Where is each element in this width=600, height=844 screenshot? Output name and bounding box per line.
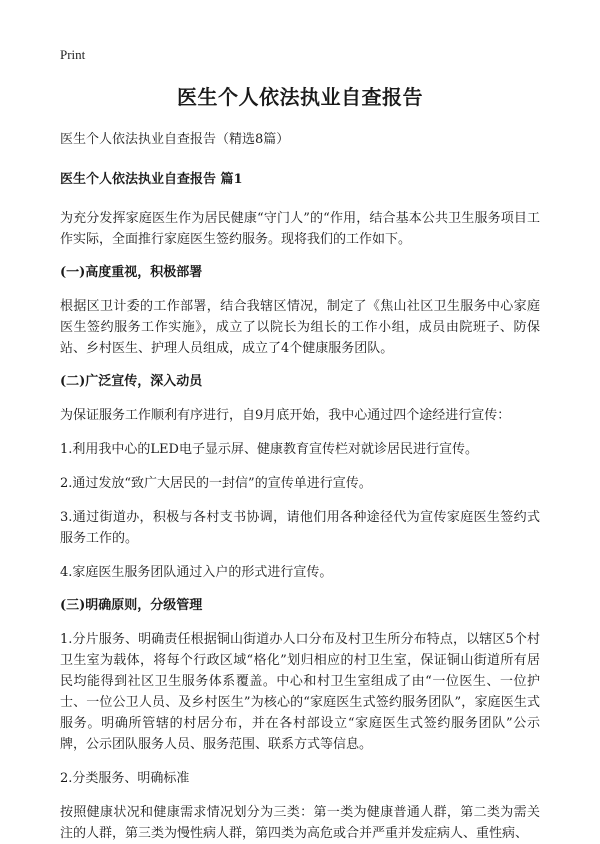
part3-subheading: 2.分类服务、明确标准 — [60, 771, 190, 786]
part2-item: 1.利用我中心的LED电子显示屏、健康教育宣传栏对就诊居民进行宣传。 — [60, 442, 478, 457]
part3-paragraph: 1.分片服务、明确责任根据铜山街道办人口分布及村卫生所分布特点，以辖区5个村卫生室为载体，将每个行政区域“格化”划归相应的村卫生室，保证铜山街道所有居民均能得到社区卫生服务体系覆盖。中心和村卫生室组成了由“一位医生、一位护士、一位公卫人员、及乡村医生”为核心的“家庭医生式签约服务团队”，家庭医生式服务。明确所管辖的村居分布，并在各村部设立“家庭医生式签约服务团队”公示牌，公示团队服务人员、服务范围、联系方式等信息。 — [60, 632, 540, 752]
section-title: 医生个人依法执业自查报告 篇1 — [60, 172, 243, 187]
part2-intro: 为保证服务工作顺利有序进行，自9月底开始，我中心通过四个途经进行宣传： — [60, 408, 511, 423]
part3-paragraph-2: 按照健康状况和健康需求情况划分为三类：第一类为健康普通人群，第二类为需关注的人群，第三类为慢性病人群，第四类为高危或合并严重并发症病人、重性病、 — [60, 805, 540, 841]
part2-item: 3.通过街道办，积极与各村支书协调，请他们用各种途径代为宣传家庭医生签约式服务工作的。 — [60, 510, 540, 546]
print-link[interactable]: Print — [60, 47, 86, 62]
part2-heading: (二)广泛宣传，深入动员 — [60, 374, 203, 389]
part1-paragraph: 根据区卫计委的工作部署，结合我辖区情况，制定了《焦山社区卫生服务中心家庭医生签约服务工作实施》，成立了以院长为组长的工作小组，成员由院班子、防保站、乡村医生、护理人员组成，成立了4个健康服务团队。 — [60, 299, 540, 356]
part2-item: 4.家庭医生服务团队通过入户的形式进行宣传。 — [60, 565, 333, 580]
part2-item: 2.通过发放“致广大居民的一封信”的宣传单进行宣传。 — [60, 476, 372, 491]
intro-paragraph: 为充分发挥家庭医生作为居民健康“守门人”的“作用，结合基本公共卫生服务项目工作实际，全面推行家庭医生签约服务。现将我们的工作如下。 — [60, 211, 540, 247]
part3-heading: (三)明确原则，分级管理 — [60, 598, 203, 613]
document-title: 医生个人依法执业自查报告 — [177, 85, 423, 109]
part1-heading: (一)高度重视，积极部署 — [60, 265, 203, 280]
document-subtitle: 医生个人依法执业自查报告（精选8篇） — [60, 132, 290, 147]
